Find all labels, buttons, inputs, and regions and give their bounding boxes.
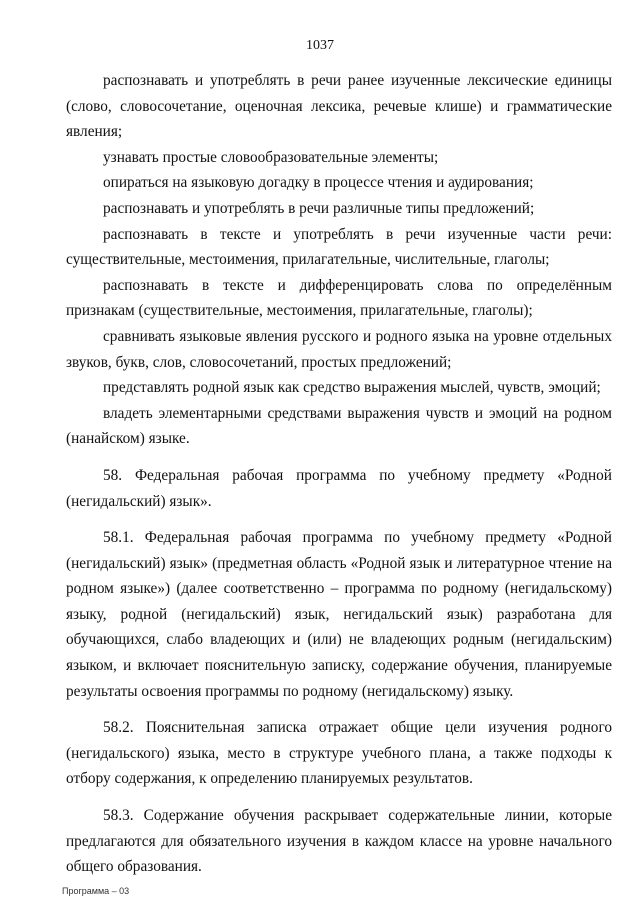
document-body — [66, 68, 612, 880]
section-58-heading: 58. Федеральная рабочая программа по учебному предмету «Родной (негидальский) язык». — [66, 466, 612, 510]
paragraph-sentence-types: распознавать и употреблять в речи различные типы предложений; — [103, 199, 535, 217]
section-58-2: 58.2. Пояснительная записка отражает общие цели изучения родного (негидальского) языка, место в структуре учебного плана, а также подходы к отбору содержания, к определению планируемых результатов. — [66, 719, 612, 788]
paragraph-differentiate-words: распознавать в тексте и дифференцировать слова по определённым признакам (существительные, местоимения, прилагательные, глаголы); — [66, 276, 612, 320]
page-number: 1037 — [306, 38, 334, 53]
paragraph-lexical-units: распознавать и употреблять в речи ранее изученные лексические единицы (слово, словосочетание, оценочная лексика, речевые клише) и грамматические явления; — [66, 72, 612, 141]
paragraph-compare-languages: сравнивать языковые явления русского и родного языка на уровне отдельных звуков, букв, слов, словосочетаний, простых предложений; — [66, 327, 612, 371]
footer-label: Программа – 03 — [62, 886, 130, 896]
section-58-3: 58.3. Содержание обучения раскрывает содержательные линии, которые предлагаются для обязательного изучения в каждом классе на уровне начального общего образования. — [66, 807, 612, 876]
paragraph-word-formation: узнавать простые словообразовательные элементы; — [103, 148, 439, 166]
section-58-1: 58.1. Федеральная рабочая программа по учебному предмету «Родной (негидальский) язык» (предметная область «Родной язык и литературное чтение на родном языке») (далее соответственно – программа по родному (негидальскому) языку, родной (негидальский) язык, негидальский язык) разработана для обучающихся, слабо владеющих и (или) не владеющих родным (негидальским) языком, и включает пояснительную записку, содержание обучения, планируемые результаты освоения программы по родному (негидальскому) языку. — [66, 529, 612, 700]
paragraph-native-language: представлять родной язык как средство выражения мыслей, чувств, эмоций; — [103, 379, 601, 397]
paragraph-express-emotions: владеть элементарными средствами выражения чувств и эмоций на родном (нанайском) языке. — [66, 404, 612, 448]
paragraph-language-guess: опираться на языковую догадку в процессе чтения и аудирования; — [103, 174, 534, 192]
paragraph-parts-of-speech: распознавать в тексте и употреблять в речи изученные части речи: существительные, местоимения, прилагательные, числительные, глаголы; — [66, 225, 612, 269]
